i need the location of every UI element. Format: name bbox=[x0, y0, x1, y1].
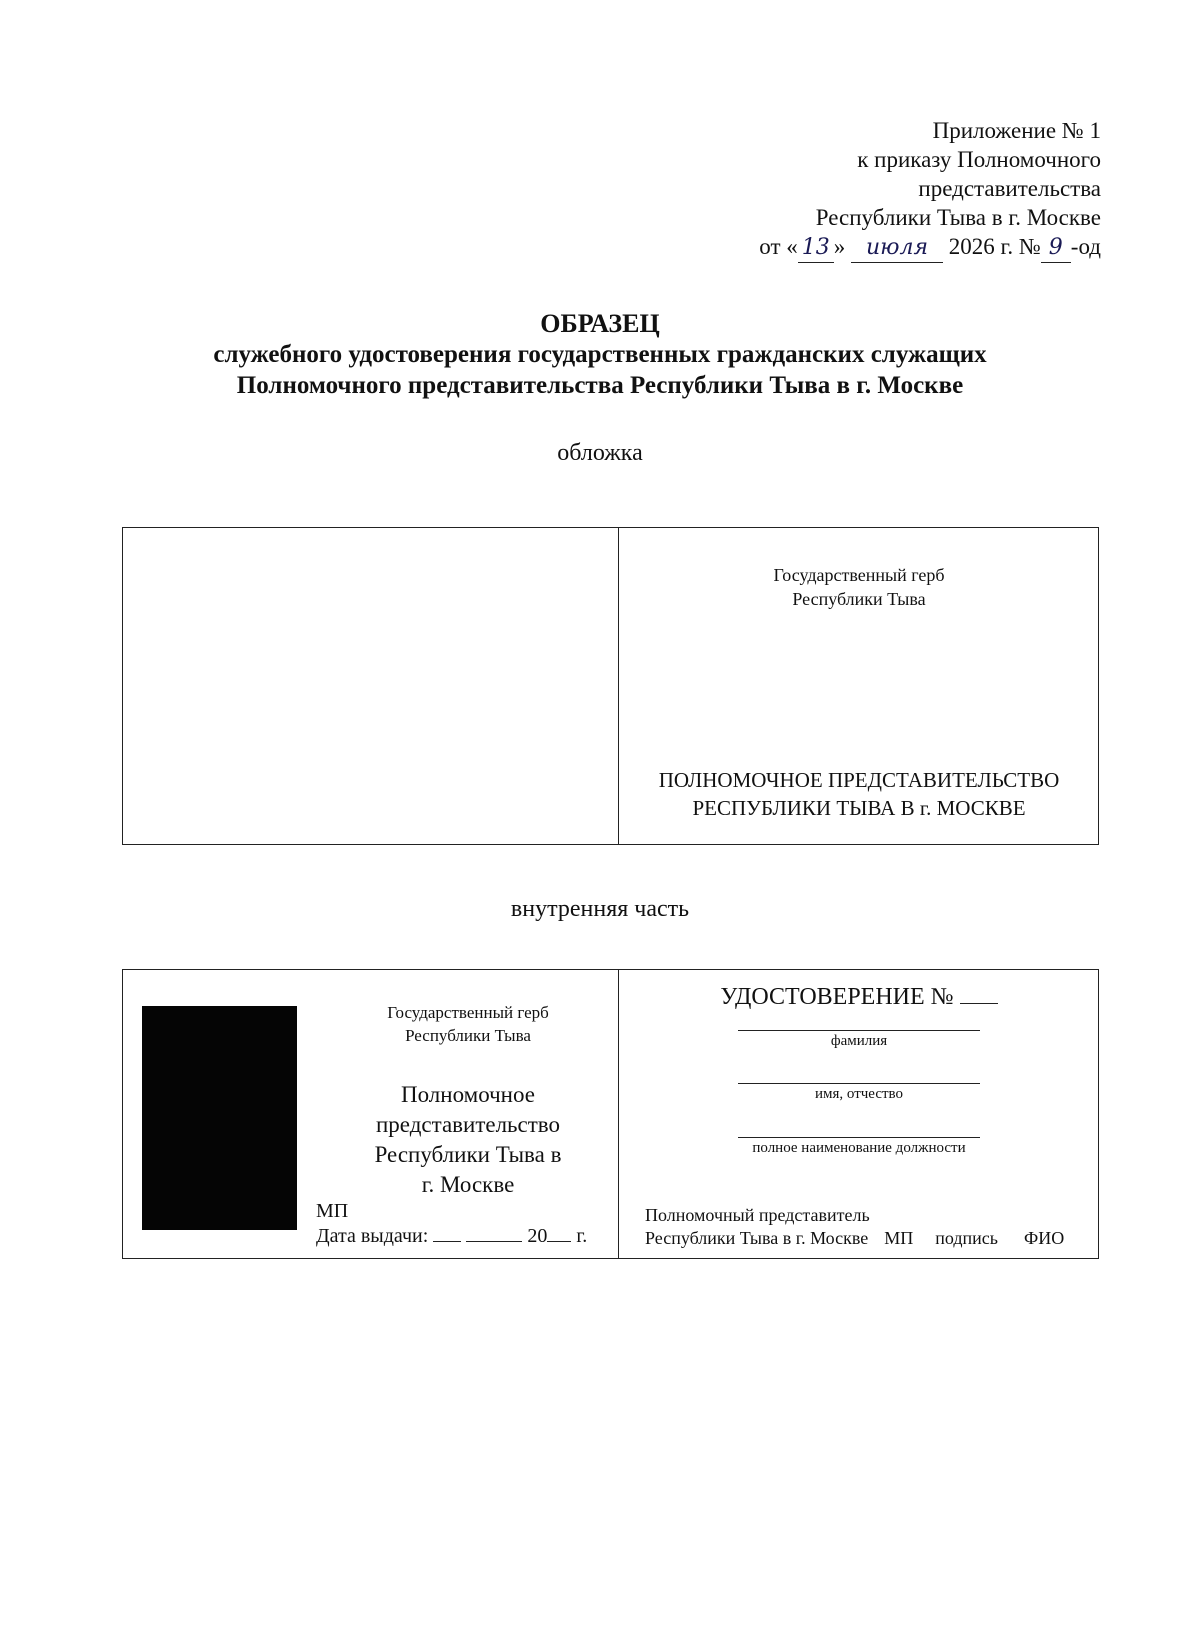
cover-emblem-placeholder: Государственный герб Республики Тыва bbox=[773, 565, 945, 609]
inner-label: внутренняя часть bbox=[510, 896, 690, 922]
position-caption: полное наименование должности bbox=[752, 1140, 966, 1156]
appendix-title: Приложение № 1 bbox=[932, 118, 1101, 143]
certificate-number-title: УДОСТОВЕРЕНИЕ № bbox=[620, 984, 1098, 1011]
order-month-handwritten: июля bbox=[851, 233, 943, 263]
stamp-placeholder-left: МП bbox=[316, 1200, 349, 1222]
inner-emblem-placeholder: Государственный герб Республики Тыва bbox=[387, 1003, 549, 1045]
cover-label: обложка bbox=[557, 440, 643, 466]
name-line bbox=[738, 1083, 980, 1084]
title-subtitle-2: Полномочного представительства Республики Тыва в г. Москве bbox=[236, 372, 964, 399]
representative-signature-block: Полномочный представитель Республики Тыва в г. Москве МП подпись ФИО bbox=[645, 1205, 1065, 1248]
position-line bbox=[738, 1137, 980, 1138]
title-subtitle-1: служебного удостоверения государственных гражданских служащих bbox=[213, 341, 987, 368]
issue-date-line: Дата выдачи: 20 г. bbox=[316, 1225, 588, 1247]
appendix-org-location: Республики Тыва в г. Москве bbox=[815, 205, 1101, 230]
appendix-order-ref: к приказу Полномочного bbox=[857, 147, 1101, 172]
appendix-org: представительства bbox=[918, 176, 1101, 201]
cover-divider bbox=[618, 528, 619, 844]
name-caption: имя, отчество bbox=[814, 1086, 904, 1102]
document-title bbox=[0, 308, 1200, 401]
inner-sample-table bbox=[122, 969, 1099, 1259]
inner-organization-name: Полномочное представительство Республики Тыва в г. Москве bbox=[374, 1082, 562, 1197]
photo-placeholder bbox=[142, 1006, 297, 1230]
inner-divider bbox=[618, 970, 619, 1258]
surname-line bbox=[738, 1030, 980, 1031]
title-heading: ОБРАЗЕЦ bbox=[540, 309, 660, 338]
cover-organization-name: ПОЛНОМОЧНОЕ ПРЕДСТАВИТЕЛЬСТВО РЕСПУБЛИКИ ТЫВА В г. МОСКВЕ bbox=[658, 768, 1060, 820]
order-day-handwritten: 13 bbox=[798, 233, 834, 263]
order-number-handwritten: 9 bbox=[1041, 233, 1071, 263]
appendix-note bbox=[601, 116, 1101, 263]
order-date-line: от « 13 » июля 2026 г. № 9 -од bbox=[601, 232, 1101, 263]
surname-caption: фамилия bbox=[830, 1033, 888, 1049]
cover-sample-table bbox=[122, 527, 1099, 845]
